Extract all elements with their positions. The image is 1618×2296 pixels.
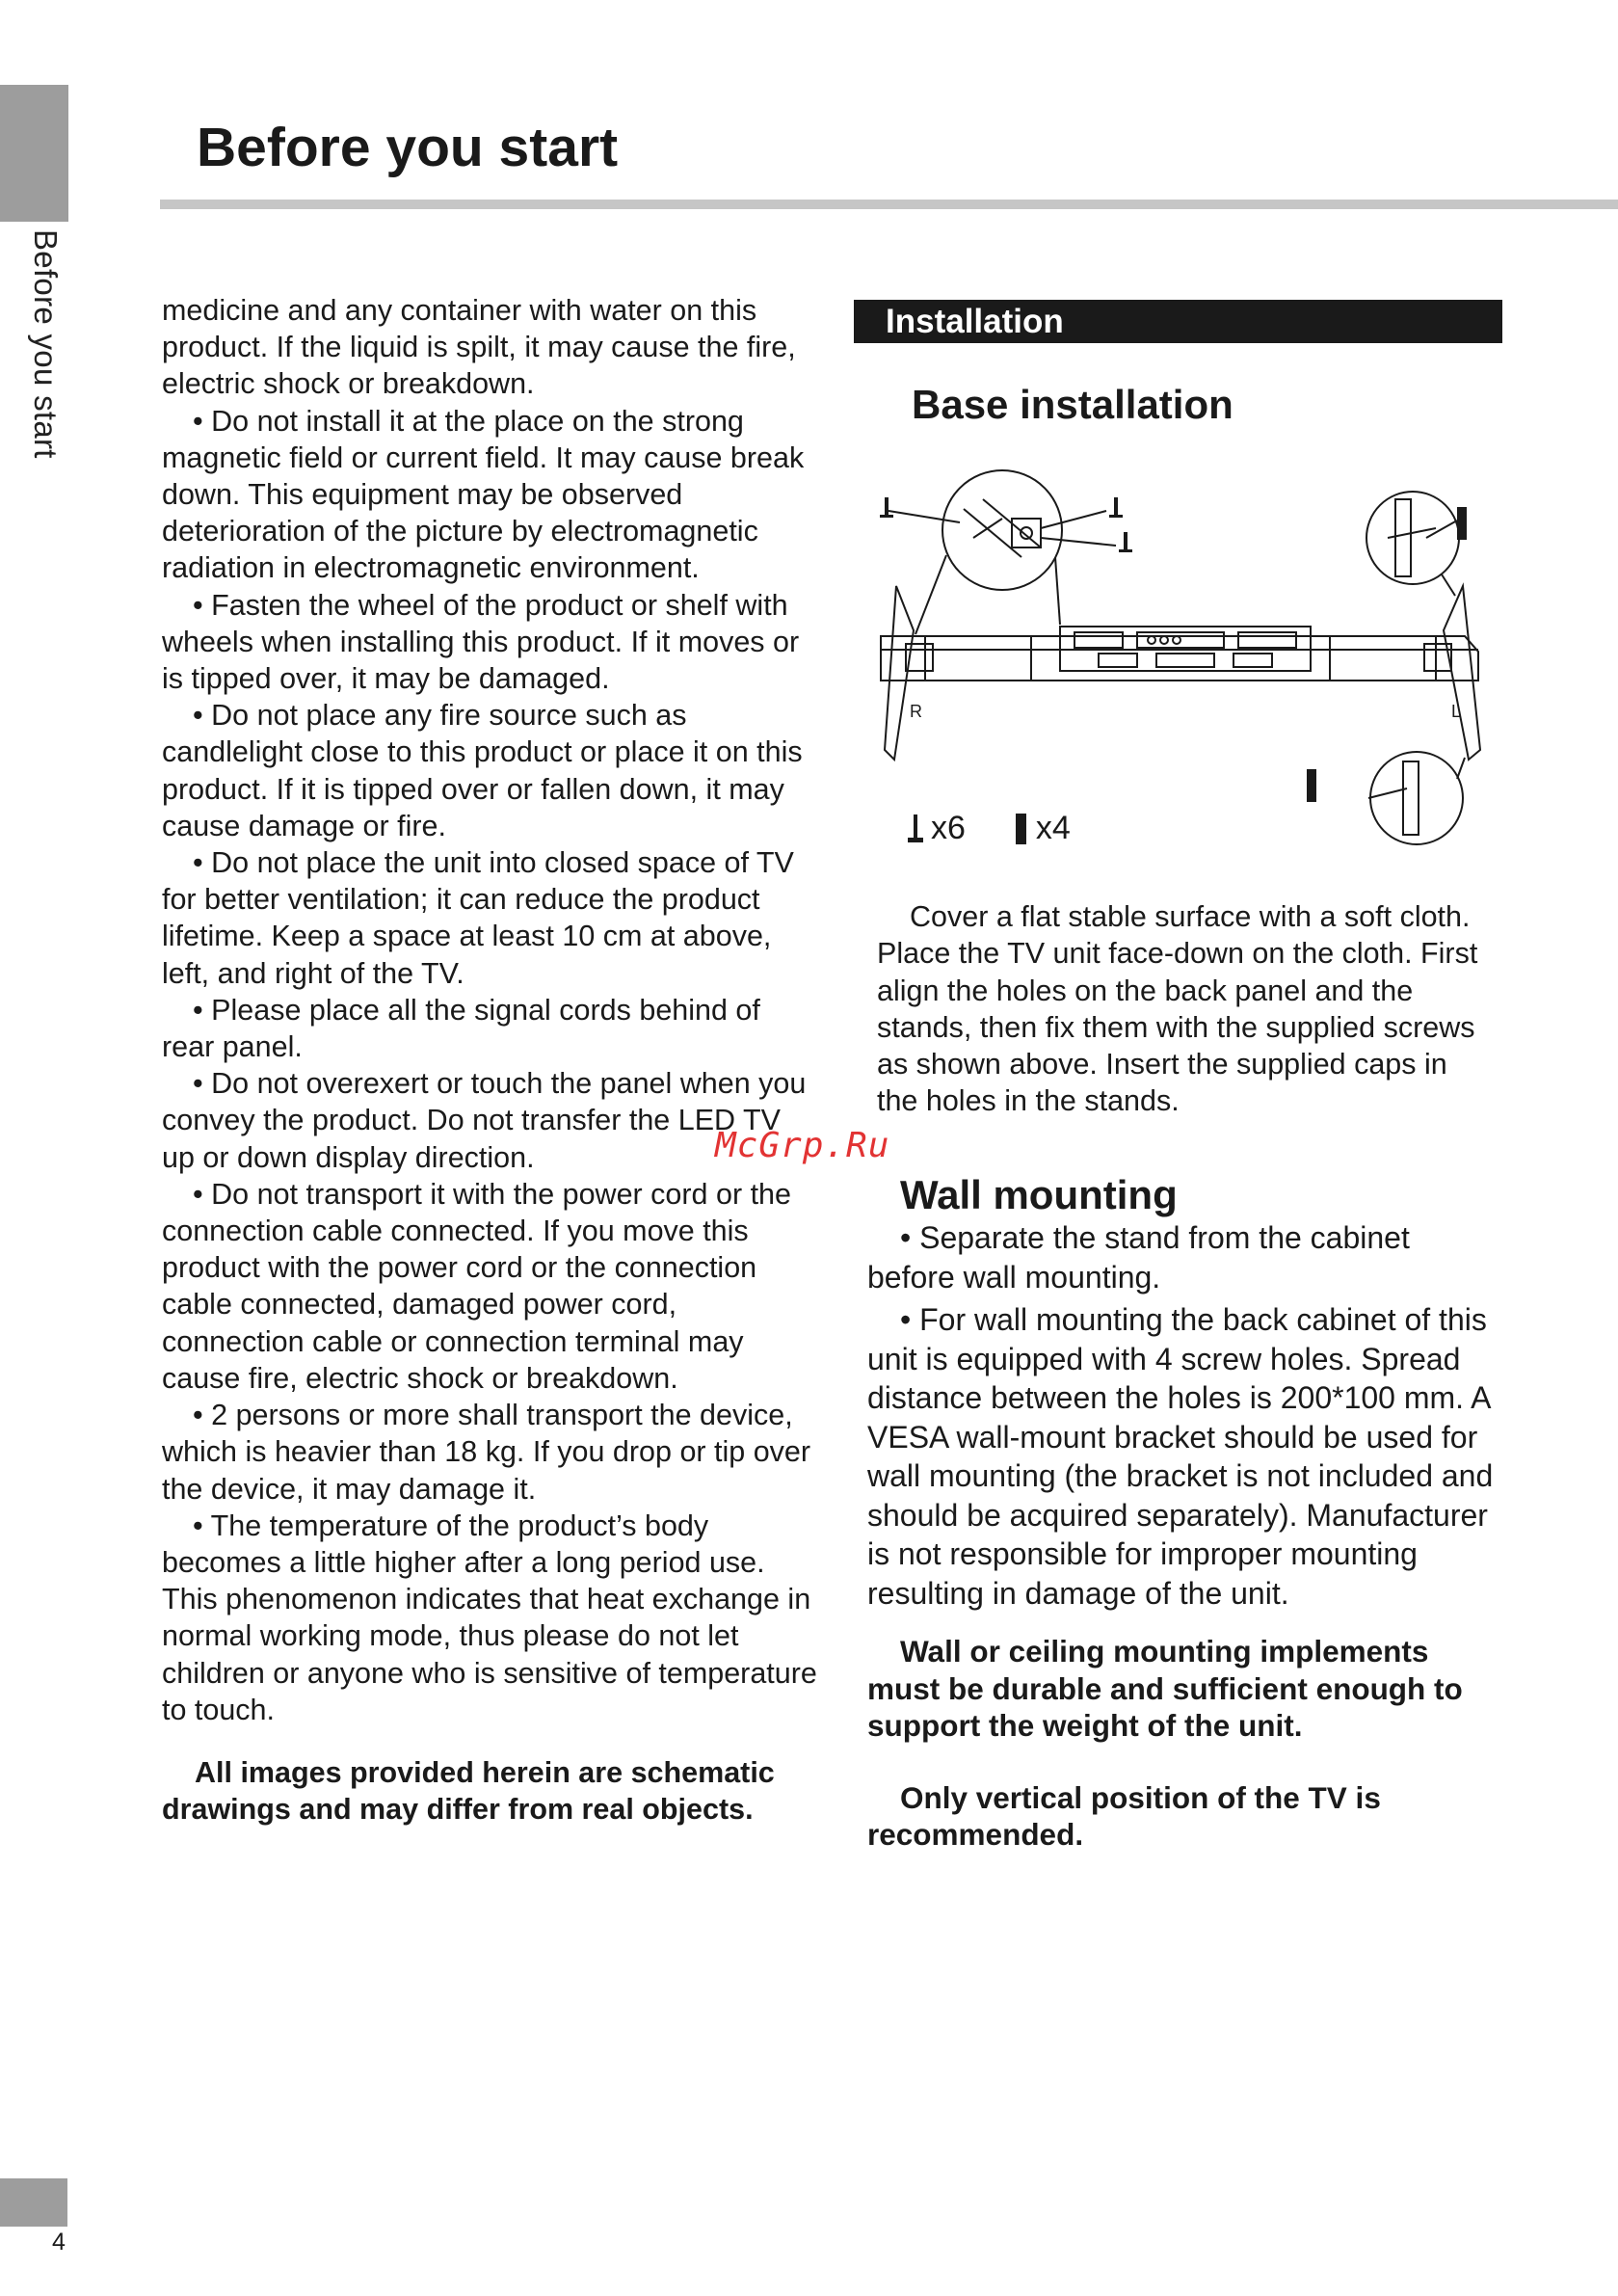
safety-bullet: • Do not overexert or touch the panel when you convey the product. Do not transfer the LED TV up or down display direction. — [162, 1067, 807, 1174]
base-installation-diagram — [867, 461, 1494, 866]
intro-paragraph: medicine and any container with water on this product. If the liquid is spilt, it may cause the fire, electric shock or breakdown. — [162, 294, 796, 401]
safety-bullet: • Please place all the signal cords behind of rear panel. — [162, 993, 760, 1064]
safety-bullet: • The temperature of the product’s body becomes a little higher after a long period use. This phenomenon indicates that heat exchange in normal working mode, thus please do not let children or anyone who is sensitive of temperature to touch. — [162, 1508, 817, 1726]
installation-section-bar: Installation — [854, 300, 1502, 343]
wall-bullet: • Separate the stand from the cabinet before wall mounting. — [867, 1220, 1410, 1295]
schematic-note: All images provided herein are schematic drawings and may differ from real objects. — [162, 1755, 775, 1827]
page-number: 4 — [52, 2229, 66, 2256]
parts-legend — [906, 810, 1121, 847]
watermark: McGrp.Ru — [715, 1126, 890, 1165]
safety-bullet: • Do not install it at the place on the strong magnetic field or current field. It may cause break down. This equipment may be observed deterioration of the picture by electromagnetic radiation in electromagnetic environment. — [162, 404, 805, 585]
safety-bullet: • Do not place any fire source such as candlelight close to this product or place it on this product. If it is tipped over or fallen down, it may cause damage or fire. — [162, 699, 803, 842]
side-tab-label: Before you start — [28, 229, 64, 459]
base-installation-paragraph: Cover a flat stable surface with a soft cloth. Place the TV unit face-down on the cloth. First align the holes on the back panel and the stands, then fix them with the supplied screws as shown above. Insert the supplied caps in the holes in the stands. — [877, 900, 1478, 1118]
legend-caps — [1016, 810, 1071, 847]
wall-mounting-text — [867, 1218, 1503, 1854]
vertical-position-note: Only vertical position of the TV is recommended. — [867, 1779, 1381, 1852]
base-installation-title: Base installation — [912, 382, 1233, 427]
left-column — [162, 292, 817, 1828]
footer-tab-marker — [0, 2178, 67, 2227]
safety-bullet: • 2 persons or more shall transport the device, which is heavier than 18 kg. If you drop or tip over the device, it may damage it. — [162, 1399, 811, 1506]
caps-count: x4 — [1035, 810, 1071, 846]
safety-bullet: • Do not place the unit into closed space of TV for better ventilation; it can reduce the product lifetime. Keep a space at least 10 cm at above, left, and right of the TV. — [162, 846, 794, 990]
cap-icon — [1016, 814, 1026, 844]
mounting-durability-note: Wall or ceiling mounting implements must be durable and sufficient enough to support the weight of the unit. — [867, 1634, 1463, 1743]
stand-label-r: R — [910, 702, 922, 721]
safety-bullet: • Fasten the wheel of the product or shelf with wheels when installing this product. If it moves or is tipped over, it may be damaged. — [162, 588, 800, 696]
base-installation-text — [877, 898, 1494, 1120]
screw-icon — [906, 813, 925, 845]
stand-label-l: L — [1451, 702, 1462, 721]
legend-screws — [906, 810, 966, 847]
page-title: Before you start — [197, 117, 619, 178]
screws-count: x6 — [931, 810, 966, 846]
header-rule — [160, 200, 1618, 209]
wall-bullet: • For wall mounting the back cabinet of this unit is equipped with 4 screw holes. Spread distance between the holes is 200*100 mm. A VESA wall-mount bracket should be used for wall mounting (the bracket is not included and should be acquired separately). Manufacturer is not responsible for improper mounting resulting in damage of the unit. — [867, 1302, 1494, 1611]
wall-mounting-title: Wall mounting — [900, 1172, 1178, 1217]
safety-bullet: • Do not transport it with the power cord or the connection cable connected. If you move this product with the power cord or the connection cable connected, damaged power cord, connection cable or connection terminal may cause fire, electric shock or breakdown. — [162, 1177, 791, 1395]
side-tab-marker — [0, 85, 68, 222]
